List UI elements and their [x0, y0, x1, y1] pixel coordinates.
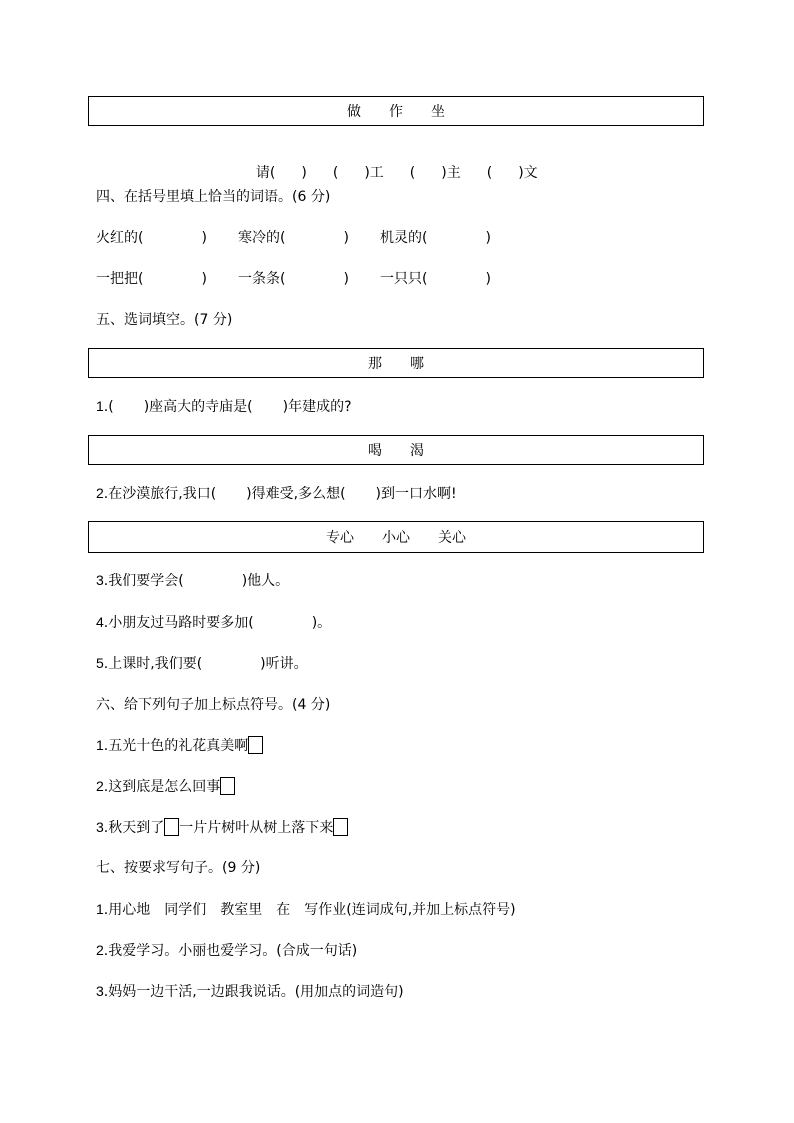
blank-1-close: ) — [301, 165, 307, 181]
word-box-xin — [88, 521, 704, 553]
blank-4-close: )文 — [518, 165, 538, 181]
word-box-text: 专心 小心 关心 — [326, 530, 466, 546]
section-5-question-5: 5.上课时,我们要( )听讲。 — [96, 655, 308, 672]
question-number: 5 — [96, 655, 104, 671]
question-number: 3 — [96, 572, 104, 588]
section-6-question-3: 3.秋天到了 一片片树叶从树上落下来 — [96, 818, 348, 837]
punctuation-box[interactable] — [333, 818, 348, 836]
section-7-question-3: 3.妈妈一边干活,一边跟我说话。(用加点的词造句) — [96, 983, 404, 1000]
word-box-na — [88, 348, 704, 378]
question-number: 1 — [96, 737, 104, 753]
section-6-title: 六、给下列句子加上标点符号。(4 分) — [96, 697, 331, 713]
section-5-question-3: 3.我们要学会( )他人。 — [96, 572, 290, 589]
section-6-question-1: 1.五光十色的礼花真美啊 — [96, 736, 263, 755]
question-number: 2 — [96, 485, 104, 501]
blank-3-close: )主 — [441, 165, 461, 181]
word-box-he — [88, 435, 704, 465]
blank-1-open: 请( — [255, 165, 276, 181]
section-7-question-1: 1.用心地 同学们 教室里 在 写作业(连词成句,并加上标点符号) — [96, 901, 516, 918]
question-number: 4 — [96, 614, 104, 630]
question-number: 2 — [96, 942, 104, 958]
blank-3-open: ( — [409, 165, 416, 181]
question-number: 1 — [96, 398, 104, 414]
section-7-title: 七、按要求写句子。(9 分) — [96, 860, 261, 876]
punctuation-box[interactable] — [220, 777, 235, 795]
section-4-row-2-item-3: 一只只( ) — [380, 271, 491, 287]
section-4-row-1-item-3: 机灵的( ) — [380, 230, 491, 246]
section-7-question-2: 2.我爱学习。小丽也爱学习。(合成一句话) — [96, 942, 358, 959]
word-box-text: 那 哪 — [368, 356, 424, 372]
word-box-text: 喝 渴 — [368, 443, 424, 459]
punctuation-box[interactable] — [248, 736, 263, 754]
word-box-zuo — [88, 96, 704, 126]
question-number: 3 — [96, 983, 104, 999]
blank-2-open: ( — [332, 165, 339, 181]
fill-blank-row — [247, 146, 538, 182]
section-4-row-1-item-2: 寒冷的( ) — [238, 230, 349, 246]
section-5-question-1: 1.( )座高大的寺庙是( )年建成的? — [96, 398, 352, 415]
section-4-row-1-item-1: 火红的( ) — [96, 230, 207, 246]
section-4-row-2-item-1: 一把把( ) — [96, 271, 207, 287]
word-box-text: 做 作 坐 — [347, 104, 445, 120]
section-4-row-2-item-2: 一条条( ) — [238, 271, 349, 287]
blank-2-close: )工 — [364, 165, 384, 181]
section-6-question-2: 2.这到底是怎么回事 — [96, 777, 235, 796]
section-4-title: 四、在括号里填上恰当的词语。(6 分) — [96, 189, 331, 205]
question-number: 1 — [96, 901, 104, 917]
question-number: 2 — [96, 778, 104, 794]
punctuation-box[interactable] — [164, 818, 179, 836]
question-number: 3 — [96, 819, 104, 835]
section-5-title: 五、选词填空。(7 分) — [96, 312, 233, 328]
blank-4-open: ( — [486, 165, 493, 181]
section-5-question-4: 4.小朋友过马路时要多加( )。 — [96, 614, 332, 631]
section-5-question-2: 2.在沙漠旅行,我口( )得难受,多么想( )到一口水啊! — [96, 485, 457, 502]
